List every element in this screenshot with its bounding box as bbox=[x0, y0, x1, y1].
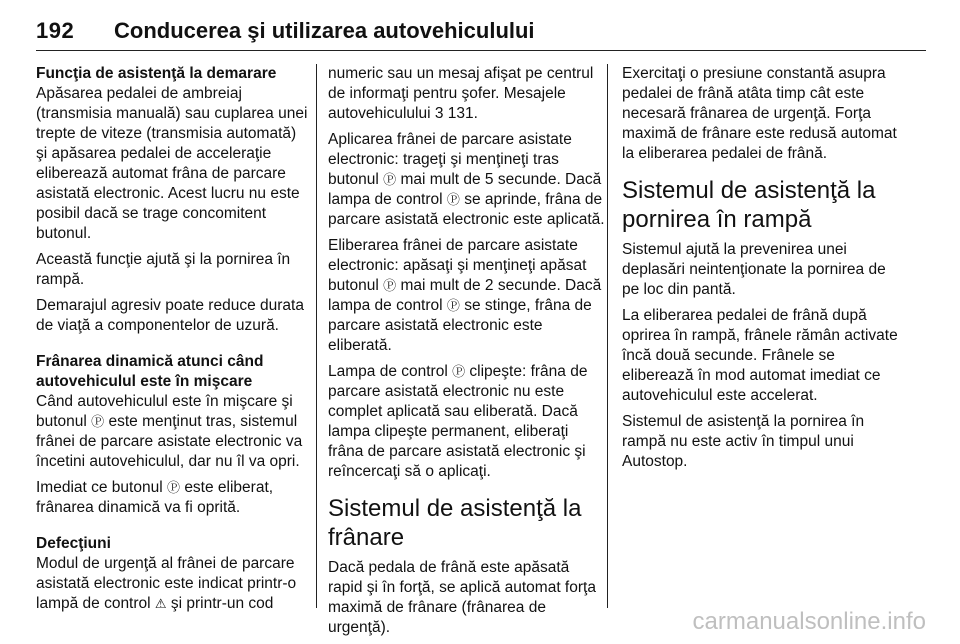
page-number: 192 bbox=[36, 18, 75, 43]
paragraph: Sistemul ajută la prevenirea unei deplasări neintenţionate la pornirea de pe loc din pantă. bbox=[622, 241, 886, 298]
column-right bbox=[622, 64, 898, 478]
watermark: carmanualsonline.info bbox=[692, 608, 926, 635]
paragraph: Modul de urgenţă al frânei de parcare asistată electronic este indicat printr-o lampă de control ⚠ şi printr-un cod bbox=[36, 555, 297, 612]
parking-brake-icon: Ⓟ bbox=[166, 480, 180, 495]
parking-brake-icon: Ⓟ bbox=[91, 414, 105, 429]
paragraph: Când autovehiculul este în mişcare şi butonul Ⓟ este menţinut tras, sistemul frânei de parcare asistate electronic va încetini autovehiculul, dar nu îl va opri. bbox=[36, 393, 303, 470]
section-heading-hill-start-assist: Sistemul de asistenţă la pornirea în rampă bbox=[622, 177, 876, 233]
parking-brake-icon: Ⓟ bbox=[383, 172, 397, 187]
parking-brake-icon: Ⓟ bbox=[446, 192, 460, 207]
page-header bbox=[36, 10, 926, 51]
subheading-faults: Defecţiuni bbox=[36, 535, 111, 552]
paragraph: Exercitaţi o presiune constantă asupra pedalei de frână atâta timp cât este necesară frânarea de urgenţă. Forţa maximă de frânare este redusă automat la eliberarea pedalei de frână. bbox=[622, 65, 897, 162]
paragraph: La eliberarea pedalei de frână după oprirea în rampă, frânele rămân activate încă două secunde. Frânele se eliberează în mod automat imediat ce autovehiculul este accelerat. bbox=[622, 307, 898, 404]
subheading-start-assist: Funcţia de asistenţă la demarare bbox=[36, 65, 277, 82]
paragraph: Această funcţie ajută şi la pornirea în rampă. bbox=[36, 251, 291, 288]
subheading-dynamic-braking: Frânarea dinamică atunci când autovehiculul este în mişcare bbox=[36, 353, 264, 390]
paragraph: Lampa de control Ⓟ clipeşte: frâna de parcare asistată electronic nu este complet aplicată sau eliberată. Dacă lampa clipeşte permanent, eliberaţi frâna de parcare asistată electronic şi reîncercaţi să o aplicaţi. bbox=[328, 363, 588, 480]
running-title: Conducerea şi utilizarea autovehiculului bbox=[114, 18, 535, 43]
paragraph: Imediat ce butonul Ⓟ este eliberat, frânarea dinamică va fi oprită. bbox=[36, 479, 274, 516]
parking-brake-icon: Ⓟ bbox=[452, 364, 466, 379]
paragraph: Demarajul agresiv poate reduce durata de viaţă a componentelor de uzură. bbox=[36, 297, 304, 334]
parking-brake-icon: Ⓟ bbox=[383, 278, 397, 293]
paragraph: Aplicarea frânei de parcare asistate electronic: trageţi şi menţineţi tras butonul Ⓟ mai mult de 5 secunde. Dacă lampa de control Ⓟ se aprinde, frâna de parcare asistată electronic este aplicată. bbox=[328, 131, 605, 228]
section-heading-brake-assist: Sistemul de asistenţă la frânare bbox=[328, 495, 582, 551]
page-ref-arrow-icon: 3 bbox=[434, 105, 444, 122]
warning-lamp-icon: ⚠ bbox=[154, 596, 167, 611]
paragraph: Dacă pedala de frână este apăsată rapid şi în forţă, se aplică automat forţa maximă de frânare (frânarea de urgenţă). bbox=[328, 559, 596, 636]
parking-brake-icon: Ⓟ bbox=[446, 298, 460, 313]
column-middle bbox=[328, 64, 606, 644]
paragraph: numeric sau un mesaj afişat pe centrul de informaţi pentru şofer. Mesajele autovehiculului 3 131. bbox=[328, 65, 594, 122]
paragraph: Apăsarea pedalei de ambreiaj (transmisia manuală) sau cuplarea unei trepte de viteze (transmisia automată) şi apăsarea pedalei de acceleraţie eliberează automat frâna de parcare asistată electronic. Acest lucru nu este posibil dacă se trage concomitent butonul. bbox=[36, 85, 308, 242]
column-divider bbox=[607, 64, 608, 608]
paragraph: Sistemul de asistenţă la pornirea în rampă nu este activ în timpul unui Autostop. bbox=[622, 413, 865, 470]
paragraph: Eliberarea frânei de parcare asistate electronic: apăsaţi şi menţineţi apăsat butonul Ⓟ mai mult de 2 secunde. Dacă lampa de control Ⓟ se stinge, frâna de parcare asistată electronic este eliberată. bbox=[328, 237, 602, 354]
column-divider bbox=[316, 64, 317, 608]
column-left bbox=[36, 64, 308, 620]
